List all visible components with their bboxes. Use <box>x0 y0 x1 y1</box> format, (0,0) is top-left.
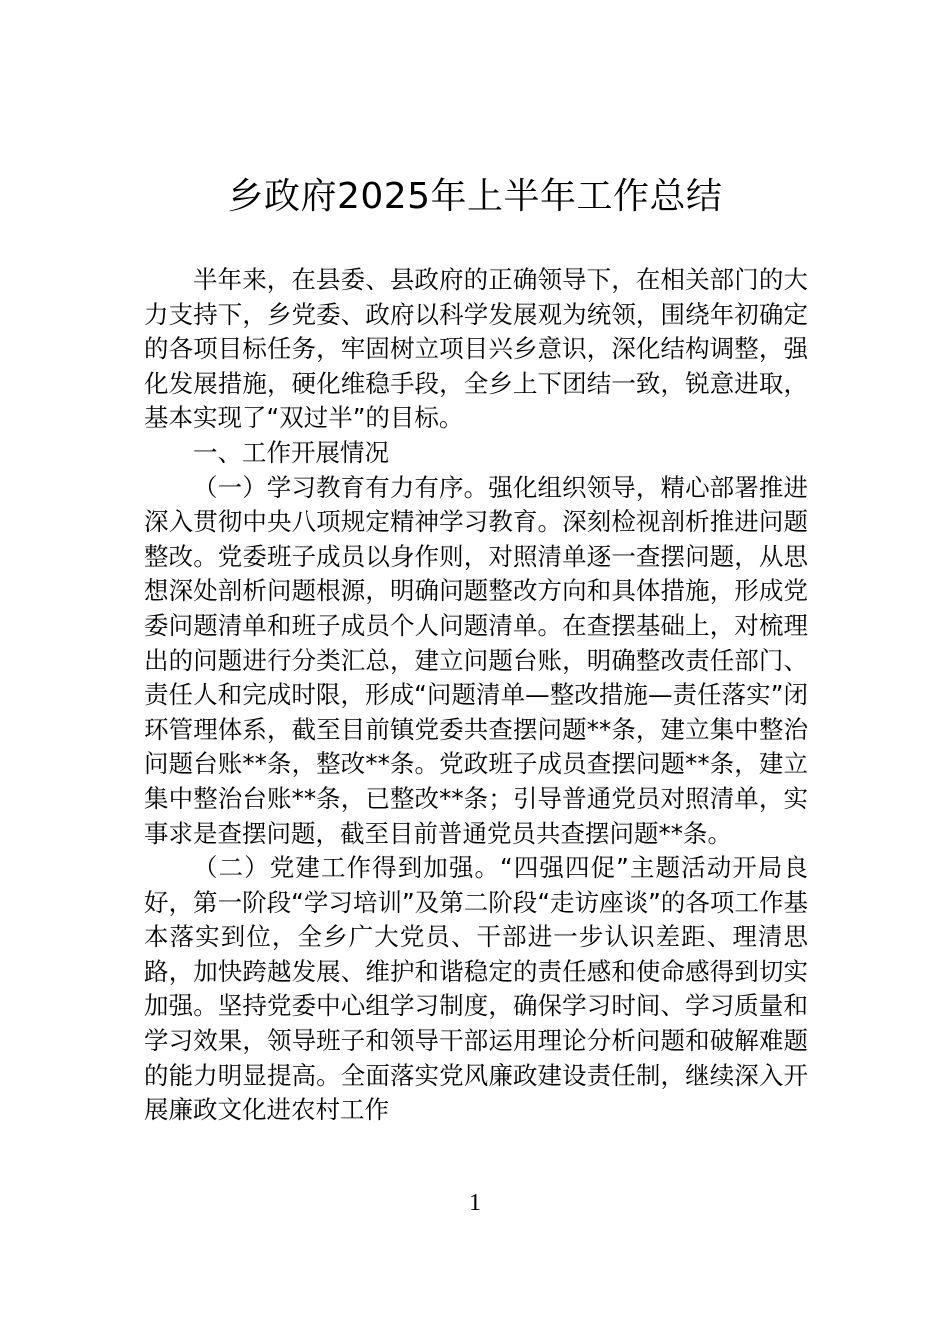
document-title: 乡政府2025年上半年工作总结 <box>227 176 723 217</box>
paragraph-study-education: （一）学习教育有力有序。强化组织领导，精心部署推进深入贯彻中央八项规定精神学习教育。深刻检视剖析推进问题整改。党委班子成员以身作则，对照清单逐一查摆问题，从思想深处剖析问题根源，明确问题整改方向和具体措施，形成党委问题清单和班子成员个人问题清单。在查摆基础上，对梳理出的问题进行分类汇总，建立问题台账，明确整改责任部门、责任人和完成时限，形成“问题清单—整改措施—责任落实”闭环管理体系，截至目前镇党委共查摆问题**条，建立集中整治问题台账**条，整改**条。党政班子成员查摆问题**条，建立集中整治台账**条，已整改**条；引导普通党员对照清单，实事求是查摆问题，截至目前普通党员共查摆问题**条。 <box>144 472 808 848</box>
section-heading-1: 一、工作开展情况 <box>193 437 389 467</box>
intro-paragraph: 半年来，在县委、县政府的正确领导下，在相关部门的大力支持下，乡党委、政府以科学发展观为统领，围绕年初确定的各项目标任务，牢固树立项目兴乡意识，深化结构调整，强化发展措施，硬化维稳手段，全乡上下团结一致，锐意进取，基本实现了“双过半”的目标。 <box>144 265 808 433</box>
page-number: 1 <box>469 1190 481 1216</box>
document-body <box>144 263 808 1128</box>
paragraph-party-building: （二）党建工作得到加强。“四强四促”主题活动开局良好，第一阶段“学习培训”及第二阶段“走访座谈”的各项工作基本落实到位，全乡广大党员、干部进一步认识差距、理清思路，加快跨越发展、维护和谐稳定的责任感和使命感得到切实加强。坚持党委中心组学习制度，确保学习时间、学习质量和学习效果，领导班子和领导干部运用理论分析问题和破解难题的能力明显提高。全面落实党风廉政建设责任制，继续深入开展廉政文化进农村工作 <box>144 853 808 1125</box>
